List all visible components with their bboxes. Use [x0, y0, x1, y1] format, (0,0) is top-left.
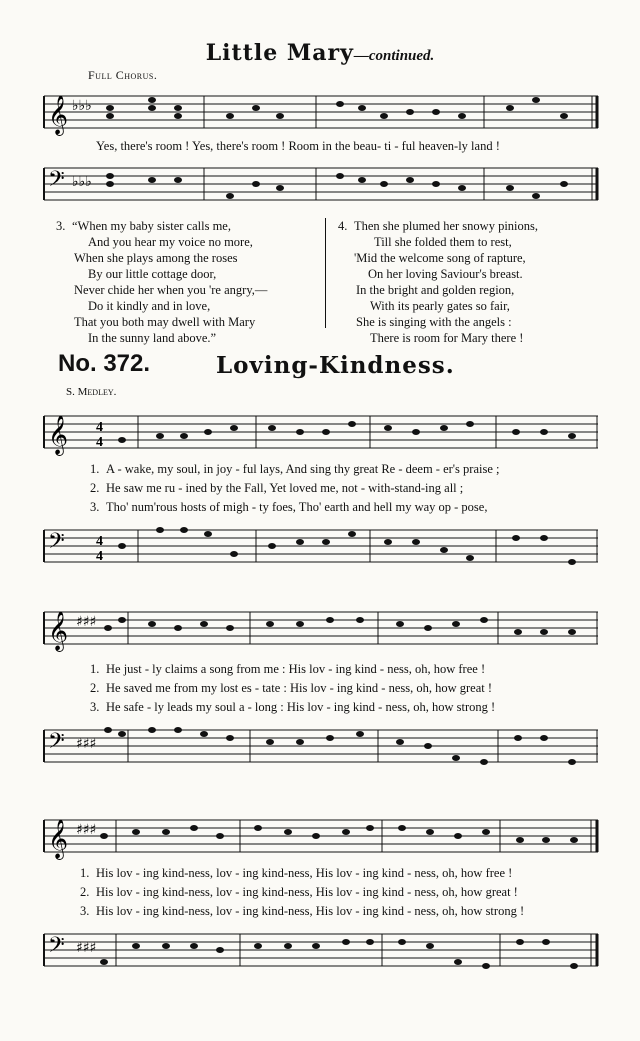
- lyric-text: Tho' num'rous hosts of migh - ty foes, Tho' earth and hell my way op - pose,: [106, 500, 488, 514]
- lyric-line: [90, 698, 495, 717]
- verse-line: Till she folded them to rest,: [374, 235, 512, 249]
- verse-line: On her loving Saviour's breast.: [368, 267, 523, 281]
- verse-number: 3.: [90, 700, 100, 714]
- verse-number: 2.: [80, 885, 90, 899]
- hymn-title: Loving-Kindness.: [216, 352, 455, 379]
- system-3-treble-staff: [44, 812, 600, 862]
- bass-clef-icon: 𝄢: [48, 933, 65, 963]
- system-1-treble-staff: [44, 408, 600, 458]
- svg-text:♭♭♭: ♭♭♭: [72, 174, 92, 190]
- bass-clef-icon: 𝄢: [48, 167, 65, 197]
- verse-number: 3.: [80, 904, 90, 918]
- verse-line: There is room for Mary there !: [370, 331, 524, 345]
- verse-3: [56, 218, 267, 346]
- lyric-line: [90, 460, 500, 479]
- verse-line: 'Mid the welcome song of rapture,: [354, 251, 526, 265]
- verse-number: 3.: [90, 500, 100, 514]
- lyric-line: [90, 498, 500, 517]
- bass-clef-icon: 𝄢: [48, 729, 65, 759]
- svg-text:4: 4: [96, 534, 103, 549]
- lyric-line: [90, 679, 495, 698]
- verse-line: And you hear my voice no more,: [88, 235, 253, 249]
- composer: S. Medley.: [66, 386, 117, 398]
- hymn-number: No. 372.: [58, 350, 151, 377]
- verse-line: Then she plumed her snowy pinions,: [354, 219, 539, 233]
- system-3-bass-staff: [44, 926, 600, 976]
- verse-number: 1.: [90, 462, 100, 476]
- verse-line: When she plays among the roses: [74, 251, 238, 265]
- system-1-lyrics: [90, 460, 500, 517]
- lyric-text: He safe - ly leads my soul a - long : His lov - ing kind - ness, oh, how strong !: [106, 700, 496, 714]
- svg-text:♯♯♯: ♯♯♯: [76, 940, 97, 956]
- lyric-text: He just - ly claims a song from me : His lov - ing kind - ness, oh, how free !: [106, 662, 486, 676]
- chorus-bass-staff: [44, 160, 600, 210]
- treble-clef-icon: 𝄞: [48, 95, 69, 135]
- verse-number: 1.: [80, 866, 90, 880]
- svg-text:♯♯♯: ♯♯♯: [76, 822, 97, 838]
- verse-line: She is singing with the angels :: [356, 315, 512, 329]
- verse-number: 1.: [90, 662, 100, 676]
- svg-text:4: 4: [96, 549, 103, 564]
- system-2-treble-staff: [44, 604, 600, 654]
- piece-title: Little Mary: [205, 40, 354, 66]
- system-1-bass-staff: [44, 522, 600, 572]
- lyric-line: [90, 479, 500, 498]
- verse-line: Never chide her when you 're angry,—: [74, 283, 268, 297]
- verse-line: That you both may dwell with Mary: [74, 315, 256, 329]
- page-header: [0, 40, 640, 66]
- treble-clef-icon: 𝄞: [48, 415, 69, 455]
- verse-line: In the sunny land above.”: [88, 331, 217, 345]
- verse-line: In the bright and golden region,: [356, 283, 515, 297]
- system-2-bass-staff: [44, 722, 600, 772]
- verse-line: By our little cottage door,: [88, 267, 217, 281]
- chorus-lyric: Yes, there's room ! Yes, there's room ! Room in the beau- ti - ful heaven-ly land !: [96, 139, 500, 153]
- continued-label: —continued.: [353, 48, 435, 64]
- svg-text:♭♭♭: ♭♭♭: [72, 98, 92, 114]
- verse-4: [338, 218, 538, 346]
- verse-number: 2.: [90, 681, 100, 695]
- svg-text:4: 4: [96, 435, 103, 450]
- lyric-line: [80, 902, 524, 921]
- lyric-text: He saved me from my lost es - tate : His lov - ing kind - ness, oh, how great !: [106, 681, 493, 695]
- lyric-text: His lov - ing kind-ness, lov - ing kind-ness, His lov - ing kind - ness, oh, how free !: [96, 866, 513, 880]
- lyric-text: His lov - ing kind-ness, lov - ing kind-ness, His lov - ing kind - ness, oh, how great !: [96, 885, 518, 899]
- treble-clef-icon: 𝄞: [48, 819, 69, 859]
- verse-line: “When my baby sister calls me,: [72, 219, 231, 233]
- treble-clef-icon: 𝄞: [48, 611, 69, 651]
- lyric-text: His lov - ing kind-ness, lov - ing kind-ness, His lov - ing kind - ness, oh, how strong !: [96, 904, 525, 918]
- lyric-line: [90, 660, 495, 679]
- lyric-text: A - wake, my soul, in joy - ful lays, And sing thy great Re - deem - er's praise ;: [106, 462, 500, 476]
- bass-clef-icon: 𝄢: [48, 529, 65, 559]
- verse-divider: [325, 218, 326, 328]
- verse-3-number: 3.: [56, 219, 66, 233]
- svg-text:♯♯♯: ♯♯♯: [76, 614, 97, 630]
- verse-number: 2.: [90, 481, 100, 495]
- lyric-line: [80, 864, 524, 883]
- verse-line: With its pearly gates so fair,: [370, 299, 510, 313]
- verse-4-number: 4.: [338, 219, 348, 233]
- system-2-lyrics: [90, 660, 495, 717]
- chorus-label: Full Chorus.: [88, 68, 158, 82]
- svg-text:4: 4: [96, 420, 103, 435]
- lyric-line: [80, 883, 524, 902]
- lyric-text: He saw me ru - ined by the Fall, Yet loved me, not - with-stand-ing all ;: [106, 481, 464, 495]
- svg-text:♯♯♯: ♯♯♯: [76, 736, 97, 752]
- verse-line: Do it kindly and in love,: [88, 299, 211, 313]
- system-3-lyrics: [80, 864, 524, 921]
- chorus-treble-staff: [44, 88, 600, 138]
